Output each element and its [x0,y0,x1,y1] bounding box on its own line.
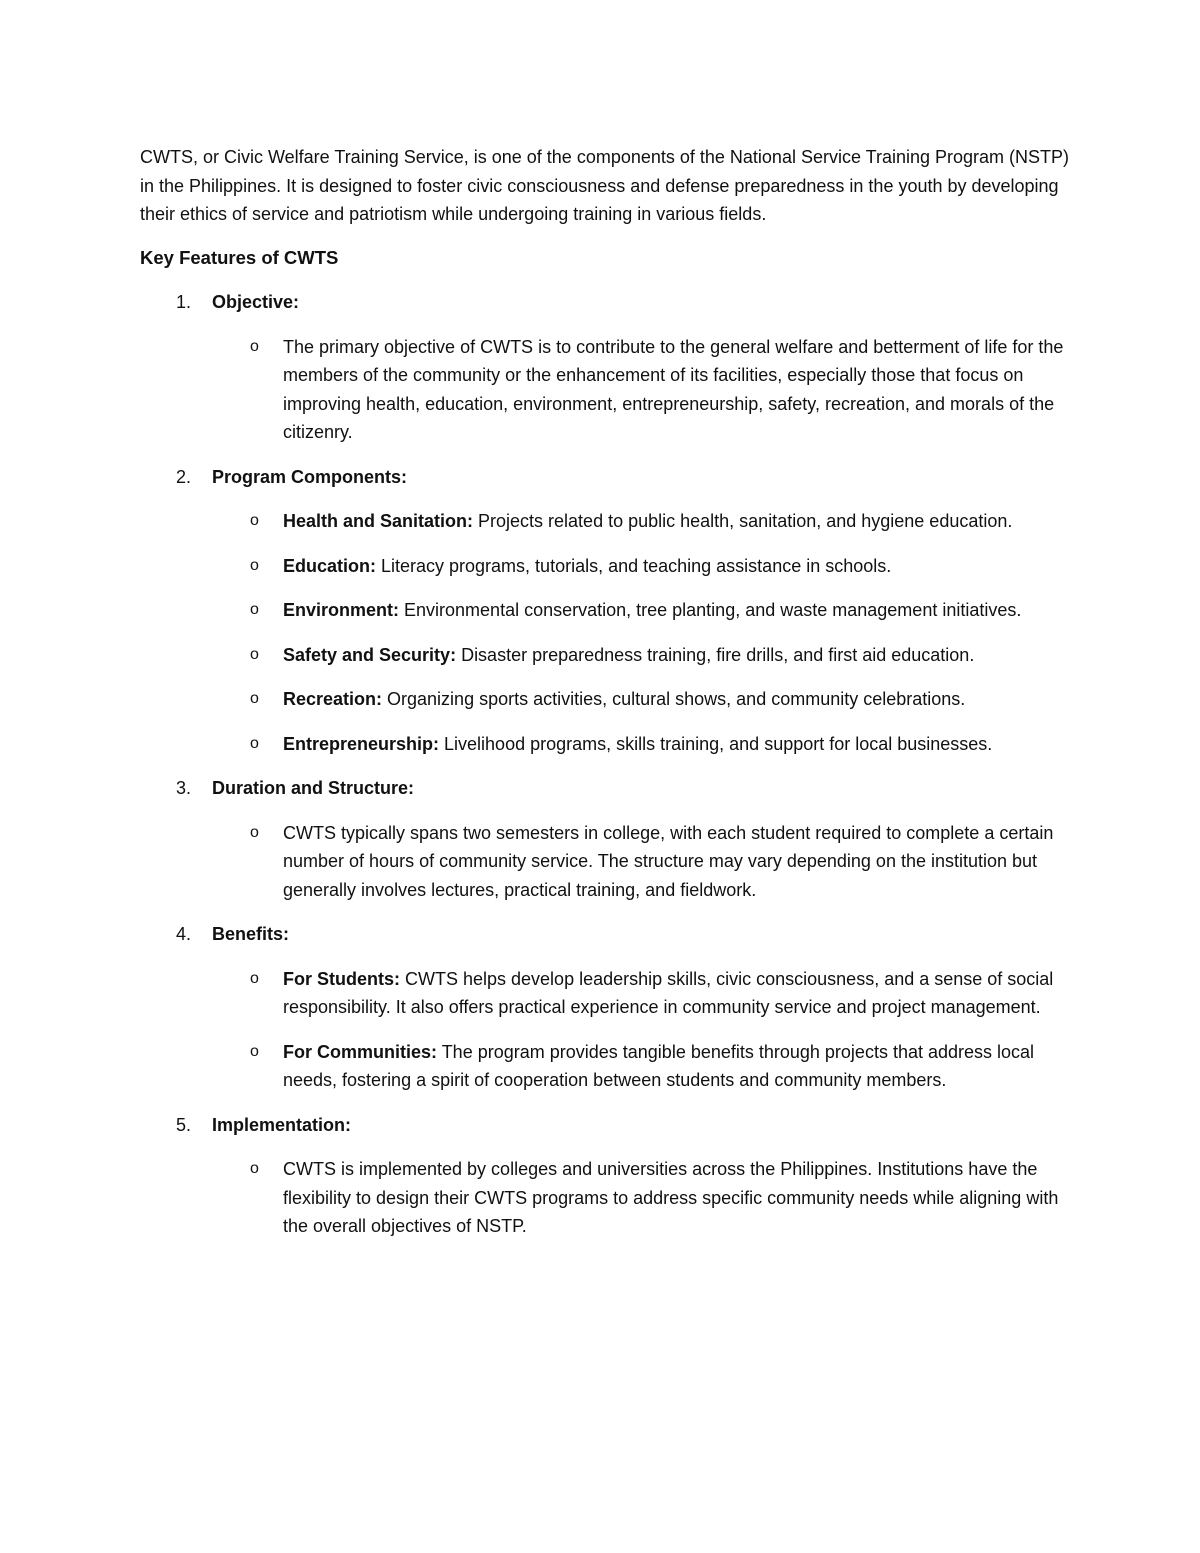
intro-paragraph: CWTS, or Civic Welfare Training Service, is one of the components of the National Service Training Program (NSTP) in the Philippines. It is designed to foster civic consciousness and defense preparedness in the youth by developing their ethics of service and patriotism while undergoing training in various fields. [140,147,1070,224]
item-text: Livelihood programs, skills training, and support for local businesses. [439,733,993,754]
section-number: 4. [176,924,192,944]
item-text: CWTS helps develop leadership skills, civic consciousness, and a sense of social responsibility. It also offers practical experience in community service and project management. [283,968,1054,1017]
list-item [212,685,1070,714]
item-term: For Students: [283,968,400,989]
feature-section [140,774,1070,904]
item-term: Health and Sanitation: [283,511,474,531]
item-text: Organizing sports activities, cultural shows, and community celebrations. [382,689,966,709]
feature-section [140,288,1070,447]
list-item [212,819,1070,905]
bullet-icon: o [250,645,259,663]
section-heading: Key Features of CWTS [140,246,339,268]
item-text: CWTS is implemented by colleges and universities across the Philippines. Institutions have the flexibility to design their CWTS programs to address specific community needs while aligning with the overall objectives of NSTP. [283,1159,1059,1236]
item-term: Safety and Security: [283,644,457,665]
document-body [140,143,1070,1257]
item-text: Environmental conservation, tree planting, and waste management initiatives. [399,600,1022,620]
section-item-list [212,819,1070,905]
item-text: Literacy programs, tutorials, and teaching assistance in schools. [376,555,892,576]
bullet-icon: o [250,1160,259,1177]
section-title: Program Components: [212,466,408,487]
list-item [212,507,1070,536]
list-item [212,1155,1070,1241]
section-item-list [212,1155,1070,1241]
section-item-list [212,965,1070,1095]
feature-section [140,1111,1070,1241]
bullet-icon: o [250,823,259,841]
item-term: For Communities: [283,1041,438,1062]
bullet-icon: o [250,512,259,529]
item-term: Recreation: [283,689,383,709]
bullet-icon: o [250,690,259,707]
list-item [212,1038,1070,1095]
section-number: 2. [176,466,192,487]
section-number: 3. [176,778,192,798]
list-item [212,641,1070,670]
bullet-icon: o [250,1042,259,1060]
item-term: Environment: [283,600,400,620]
section-title: Duration and Structure: [212,778,415,798]
feature-section [140,920,1070,1095]
section-number: 1. [176,292,192,312]
item-text: Projects related to public health, sanitation, and hygiene education. [473,511,1013,531]
list-item [212,596,1070,625]
bullet-icon: o [250,969,259,987]
bullet-icon: o [250,601,259,618]
item-text: Disaster preparedness training, fire drills, and first aid education. [456,644,975,665]
item-text: The program provides tangible benefits through projects that address local needs, fostering a spirit of cooperation between students and community members. [283,1041,1035,1090]
feature-section [140,463,1070,759]
section-title: Benefits: [212,924,290,944]
section-title: Objective: [212,292,300,312]
section-item-list [212,507,1070,758]
item-text: CWTS typically spans two semesters in college, with each student required to complete a certain number of hours of community service. The structure may vary depending on the institution but generally involves lectures, practical training, and fieldwork. [283,822,1054,900]
list-item [212,333,1070,447]
section-item-list [212,333,1070,447]
list-item [212,730,1070,759]
section-number: 5. [176,1114,192,1135]
item-text: The primary objective of CWTS is to contribute to the general welfare and betterment of life for the members of the community or the enhancement of its facilities, especially those that focus on improving health, education, environment, entrepreneurship, safety, recreation, and morals of the citizenry. [283,336,1064,442]
section-title: Implementation: [212,1114,352,1135]
bullet-icon: o [250,556,259,574]
list-item [212,552,1070,581]
bullet-icon: o [250,337,259,355]
feature-list [140,288,1070,1241]
list-item [212,965,1070,1022]
bullet-icon: o [250,734,259,752]
item-term: Education: [283,555,376,576]
item-term: Entrepreneurship: [283,733,440,754]
